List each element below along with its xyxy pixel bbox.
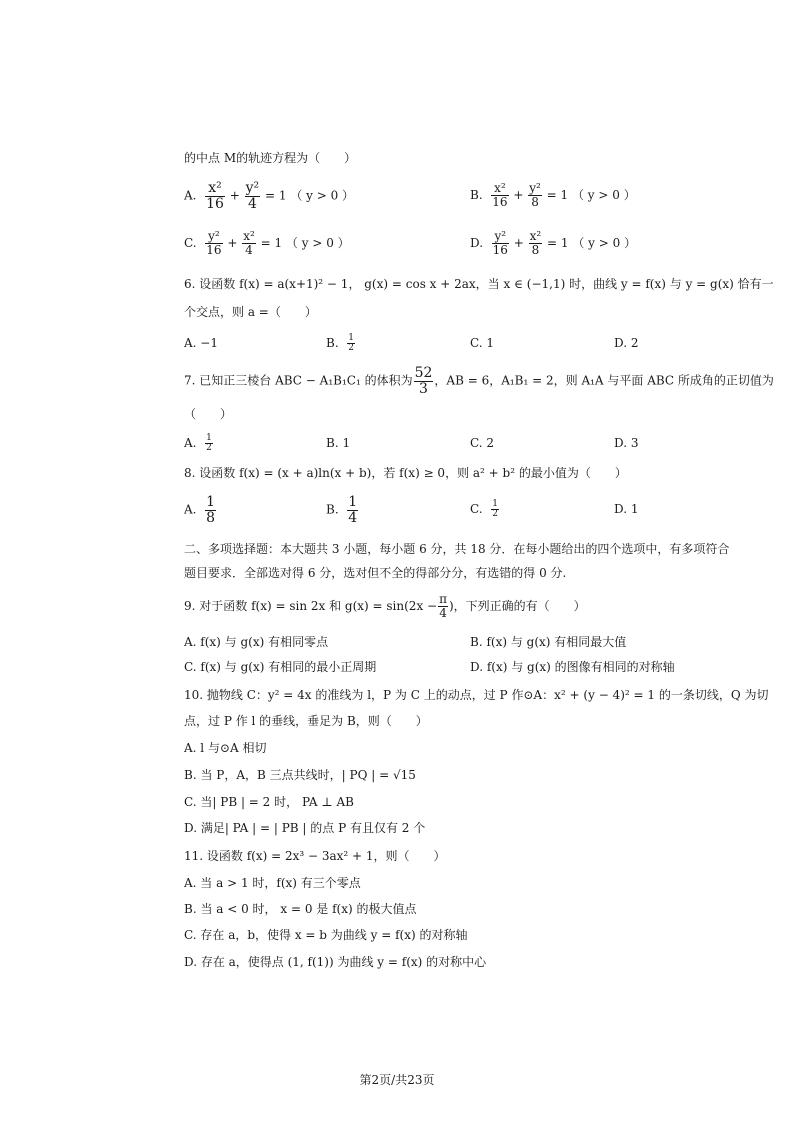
fraction: $\frac{\text{x²}}{8}$ xyxy=(529,229,542,257)
q7-option-a xyxy=(184,429,214,457)
q7-option-b: B. 1 xyxy=(326,436,351,450)
q8-stem: 8. 设函数 f(x) = (x + a)ln(x + b)，若 f(x) ≥ 0，则 a² + b² 的最小值为（ ） xyxy=(184,466,627,480)
q11-stem: 11. 设函数 f(x) = 2x³ − 3ax² + 1，则（ ） xyxy=(184,849,446,863)
q6-option-d: D. 2 xyxy=(614,336,639,350)
q9-option-b: B. f(x) 与 g(x) 有相同最大值 xyxy=(470,635,627,649)
option-label: D. xyxy=(470,236,484,250)
q7-options-row xyxy=(184,429,760,457)
q11-option-a: A. 当 a > 1 时，f(x) 有三个零点 xyxy=(184,876,361,890)
option-label: A. xyxy=(184,502,197,517)
q7-stem-pre: 7. 已知正三棱台 ABC − A₁B₁C₁ 的体积为 xyxy=(184,373,413,388)
fraction: $\frac{\text{x²}}{16}$ xyxy=(206,180,224,212)
equation-tail: = 1 （ y > 0 ） xyxy=(260,236,350,250)
q8-option-d: D. 1 xyxy=(614,502,639,516)
q9-stem xyxy=(184,592,760,620)
fraction: $\frac{\text{x²}}{4}$ xyxy=(243,229,255,257)
equation-tail: = 1 （ y > 0 ） xyxy=(547,236,637,250)
q5-options-row-2 xyxy=(184,229,760,257)
q9-stem-post: )，下列正确的有（ ） xyxy=(448,599,586,613)
option-label: B. xyxy=(326,336,339,350)
fraction: $\frac{1}{2}$ xyxy=(492,498,498,519)
q5-options-row-1 xyxy=(184,180,760,212)
fraction: $\frac{\text{x²}}{16}$ xyxy=(492,181,508,209)
option-label: C. xyxy=(470,502,483,516)
q11-option-c: C. 存在 a，b，使得 x = b 为曲线 y = f(x) 的对称轴 xyxy=(184,928,468,942)
section-2-instructions-line-1: 二、多项选择题：本大题共 3 小题，每小题 6 分，共 18 分．在每小题给出的四个选项中，有多项符合 xyxy=(184,542,730,556)
q7-option-d: D. 3 xyxy=(614,436,639,450)
q6-option-a: A. −1 xyxy=(184,336,218,350)
option-label: B. xyxy=(326,502,339,517)
q10-option-b: B. 当 P，A，B 三点共线时，| PQ | = √15 xyxy=(184,768,416,782)
q8-options-row xyxy=(184,494,760,526)
q6-option-b xyxy=(326,329,356,357)
q6-options-row xyxy=(184,329,760,357)
fraction: $\frac{1}{8}$ xyxy=(206,494,216,526)
page-number: 第2页/共23页 xyxy=(359,1073,435,1087)
option-label: C. xyxy=(184,236,197,250)
option-label: A. xyxy=(184,436,197,450)
q7-stem-line-1 xyxy=(184,365,774,397)
section-2-instructions-line-2: 题目要求．全部选对得 6 分，选对但不全的得部分分，有选错的得 0 分. xyxy=(184,566,567,580)
q6-stem-line-1: 6. 设函数 f(x) = a(x+1)² − 1， g(x) = cos x + 2ax，当 x ∈ (−1,1) 时，曲线 y = f(x) 与 y = g(x) 恰有一 xyxy=(184,277,774,291)
q9-option-c: C. f(x) 与 g(x) 有相同的最小正周期 xyxy=(184,660,377,674)
q9-option-d: D. f(x) 与 g(x) 的图像有相同的对称轴 xyxy=(470,660,675,674)
equation-tail: = 1 （ y > 0 ） xyxy=(265,188,355,203)
q5-option-a: A. $\frac{\text{x²}}{16}$ + $\frac{\text{y²}}{4}$ = 1 （ y > 0 ） xyxy=(184,180,355,212)
q9-option-a: A. f(x) 与 g(x) 有相同零点 xyxy=(184,635,329,649)
q6-stem-line-2: 个交点，则 a =（ ） xyxy=(184,305,317,319)
fraction: $\frac{1}{2}$ xyxy=(348,332,355,353)
fraction: $\frac{\text{y²}}{16}$ xyxy=(492,229,508,257)
fraction: $\frac{\text{y²}}{16}$ xyxy=(206,229,222,257)
fraction: $\frac{\text{y²}}{8}$ xyxy=(529,181,541,209)
fraction: $\frac{\pi}{4}$ xyxy=(439,592,447,620)
option-label: B. xyxy=(470,188,483,202)
q7-option-c: C. 2 xyxy=(470,436,495,450)
q5-option-b: B. $\frac{\text{x²}}{16}$ + $\frac{\text{y²}}{8}$ = 1 （ y > 0 ） xyxy=(470,181,636,209)
q8-option-c xyxy=(470,495,500,523)
q7-stem-line-2: （ ） xyxy=(184,407,233,421)
q5-option-c: C. $\frac{\text{y²}}{16}$ + $\frac{\text{x²}}{4}$ = 1 （ y > 0 ） xyxy=(184,229,350,257)
fraction: $\frac{52}{3}$ xyxy=(414,365,433,397)
fraction: $\frac{1}{4}$ xyxy=(348,494,358,526)
q6-option-c: C. 1 xyxy=(470,336,495,350)
q11-option-d: D. 存在 a，使得点 (1, f(1)) 为曲线 y = f(x) 的对称中心 xyxy=(184,955,487,969)
q8-option-b xyxy=(326,495,359,525)
q10-stem-line-1: 10. 抛物线 C：y² = 4x 的准线为 l，P 为 C 上的动点，过 P 作⊙A：x² + (y − 4)² = 1 的一条切线，Q 为切 xyxy=(184,688,769,702)
q5-option-d: D. $\frac{\text{y²}}{16}$ + $\frac{\text{x²}}{8}$ = 1 （ y > 0 ） xyxy=(470,229,637,257)
option-label: A. xyxy=(184,188,197,203)
q11-option-b: B. 当 a < 0 时， x = 0 是 f(x) 的极大值点 xyxy=(184,902,417,916)
q10-option-d: D. 满足| PA | = | PB | 的点 P 有且仅有 2 个 xyxy=(184,821,426,835)
q9-stem-pre: 9. 对于函数 f(x) = sin 2x 和 g(x) = sin(2x − xyxy=(184,599,438,613)
q8-option-a xyxy=(184,495,217,525)
q10-stem-line-2: 点，过 P 作 l 的垂线，垂足为 B，则（ ） xyxy=(184,714,428,728)
fraction: $\frac{1}{2}$ xyxy=(206,432,212,453)
fraction: $\frac{\text{y²}}{4}$ xyxy=(245,180,260,212)
equation-tail: = 1 （ y > 0 ） xyxy=(546,188,636,202)
q10-option-a: A. l 与⊙A 相切 xyxy=(184,741,267,755)
q10-option-c: C. 当| PB | = 2 时， PA ⊥ AB xyxy=(184,795,354,809)
q7-stem-post: ，AB = 6，A₁B₁ = 2，则 A₁A 与平面 ABC 所成角的正切值为 xyxy=(434,373,774,388)
q5-stem-tail: 的中点 M的轨迹方程为（ ） xyxy=(184,151,357,165)
